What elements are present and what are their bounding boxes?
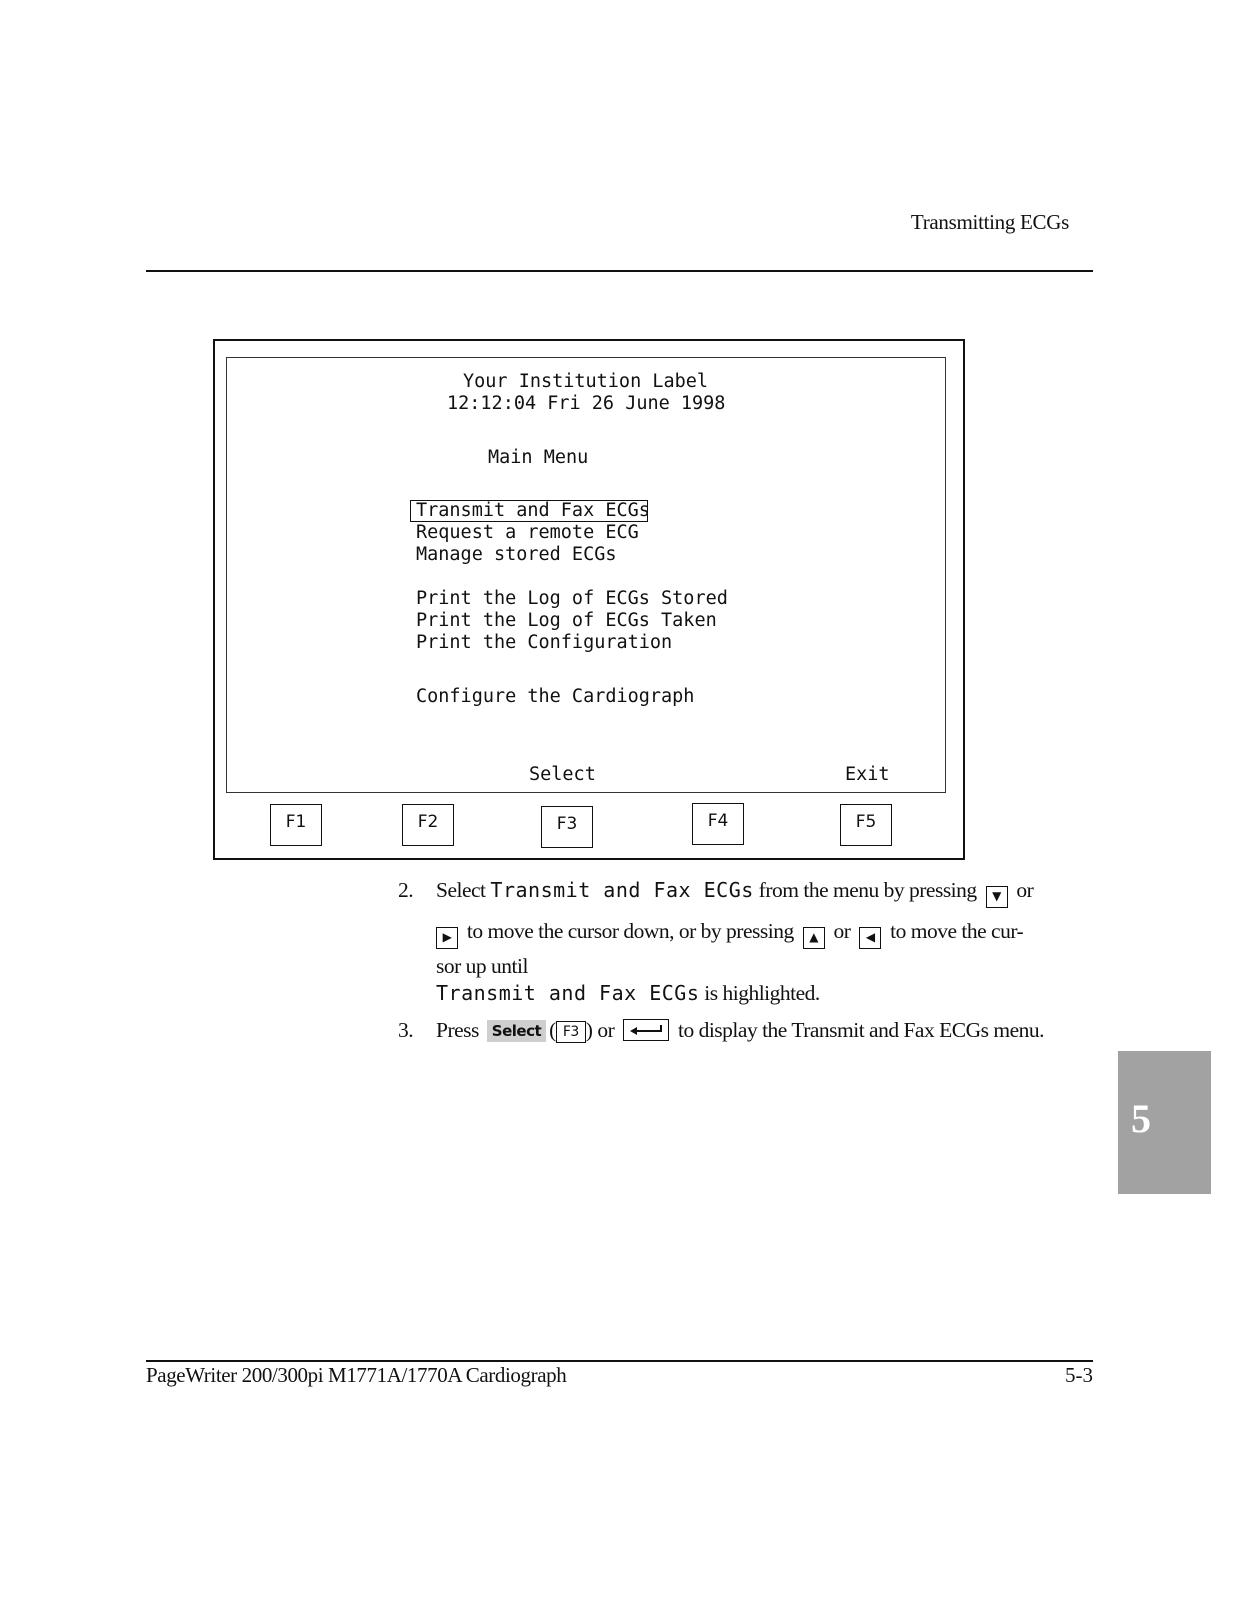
menu-item-print-log-stored[interactable]: Print the Log of ECGs Stored xyxy=(416,588,728,609)
institution-label: Your Institution Label xyxy=(463,371,709,392)
step-text: to move the cur- xyxy=(890,919,1024,943)
softkey-label-select: Select xyxy=(529,764,596,785)
step-text: Press xyxy=(436,1018,479,1042)
menu-item-print-log-taken[interactable]: Print the Log of ECGs Taken xyxy=(416,610,717,631)
screen-datetime: 12:12:04 Fri 26 June 1998 xyxy=(447,393,726,414)
f3-key-icon: F3 xyxy=(556,1021,586,1043)
menu-item-configure[interactable]: Configure the Cardiograph xyxy=(416,686,695,707)
f2-key[interactable]: F2 xyxy=(402,804,454,846)
f4-key[interactable]: F4 xyxy=(692,803,744,845)
select-softkey-icon: Select xyxy=(487,1020,546,1042)
step-3 xyxy=(398,1017,1098,1044)
step-number: 3. xyxy=(398,1018,414,1042)
menu-item-reference: Transmit and Fax ECGs xyxy=(490,878,754,902)
section-title: Transmitting ECGs xyxy=(910,210,1069,234)
enter-key-icon xyxy=(623,1019,669,1041)
down-arrow-key-icon: ▼ xyxy=(986,886,1008,908)
right-arrow-key-icon: ▶ xyxy=(436,927,458,949)
step-text: sor up until xyxy=(436,954,528,978)
step-text: or xyxy=(833,919,851,943)
step-text: ( xyxy=(549,1018,556,1042)
step-number: 2. xyxy=(398,878,414,902)
instruction-steps xyxy=(398,877,1098,1054)
menu-item-reference: Transmit and Fax ECGs xyxy=(436,981,700,1005)
header-rule xyxy=(146,270,1093,272)
step-text: is highlighted. xyxy=(704,981,820,1005)
screen-display xyxy=(226,357,946,793)
page-number: 5-3 xyxy=(1065,1363,1093,1387)
f5-key[interactable]: F5 xyxy=(840,804,892,846)
step-text: to display the Transmit and Fax ECGs menu. xyxy=(677,1018,1044,1042)
step-text: ) or xyxy=(585,1018,615,1042)
step-text: or xyxy=(1016,878,1034,902)
menu-item-manage-stored[interactable]: Manage stored ECGs xyxy=(416,544,617,565)
f3-key[interactable]: F3 xyxy=(541,806,593,848)
menu-item-transmit-fax[interactable]: Transmit and Fax ECGs xyxy=(416,500,650,521)
softkey-label-exit: Exit xyxy=(845,764,890,785)
footer-rule xyxy=(146,1360,1093,1362)
chapter-number: 5 xyxy=(1131,1096,1151,1141)
step-text: to move the cursor down, or by pressing xyxy=(466,919,794,943)
menu-item-print-config[interactable]: Print the Configuration xyxy=(416,632,673,653)
left-arrow-key-icon: ◀ xyxy=(859,927,881,949)
step-text: Select xyxy=(436,878,486,902)
menu-item-request-remote[interactable]: Request a remote ECG xyxy=(416,522,639,543)
f1-key[interactable]: F1 xyxy=(270,804,322,846)
footer-product: PageWriter 200/300pi M1771A/1770A Cardiograph xyxy=(146,1363,567,1387)
step-2 xyxy=(398,877,1098,1007)
up-arrow-key-icon: ▲ xyxy=(803,927,825,949)
menu-title: Main Menu xyxy=(488,447,589,468)
step-text: from the menu by pressing xyxy=(758,878,977,902)
